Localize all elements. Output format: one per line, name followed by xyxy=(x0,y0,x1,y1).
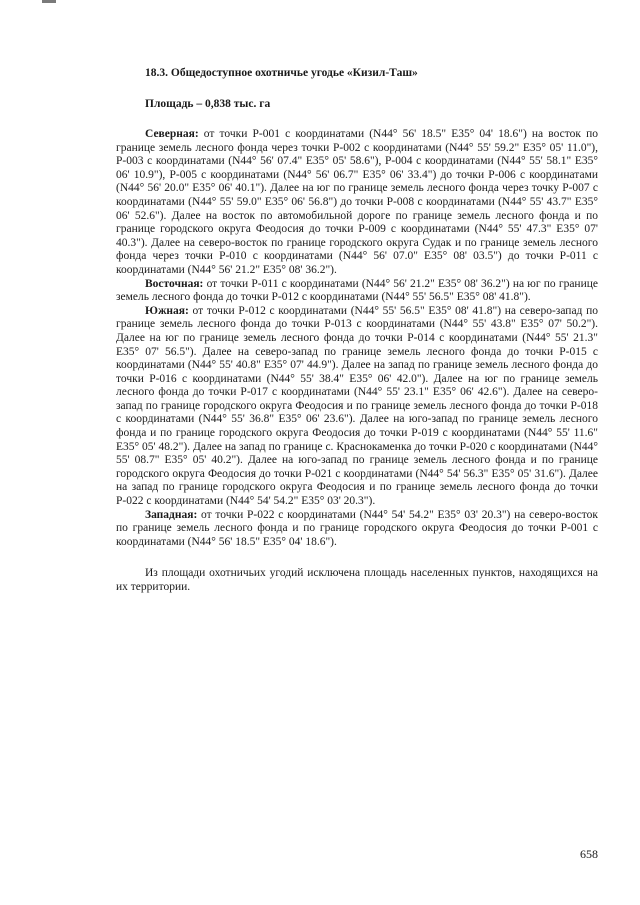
boundary-label: Южная: xyxy=(145,304,189,317)
boundary-text: от точки Р-012 с координатами (N44° 55' 56.5" E35° 08' 41.8") на северо-запад по границе земель лесного фонда до точки Р-013 с координатами (N44° 55' 43.8" E35° 07' 50.2"). Далее на юг по границе земель лесного фонда до точки Р-014 с координатами (N44° 55' 21.3" E35° 07' 56.5"). Далее на северо-запад по границе земель лесного фонда до точки Р-015 с координатами (N44° 55' 40.8" E35° 07' 44.9"). Далее на запад по границе земель лесного фонда до точки Р-016 с координатами (N44° 55' 38.4" E35° 06' 42.0"). Далее на юг по границе земель лесного фонда до точки Р-017 с координатами (N44° 55' 23.1" E35° 06' 42.6"). Далее на северо-запад по границе городского округа Феодосия и по границе земель лесного фонда до точки Р-018 с координатами (N44° 55' 36.8" E35° 06' 23.6"). Далее на юго-запад по границе земель лесного фонда и по границе городского округа Феодосия до точки Р-019 с координатами (N44° 55' 11.6" E35° 05' 48.2"). Далее на запад по границе с. Краснокаменка до точки Р-020 с координатами (N44° 55' 08.7" E35° 05' 40.2"). Далее на юго-запад по границе земель лесного фонда и по границе городского округа Феодосия до точки Р-021 с координатами (N44° 54' 56.3" E35° 05' 31.6"). Далее на запад по границе городского округа Феодосия и по границе земель лесного фонда до точки Р-022 с координатами (N44° 54' 54.2" E35° 03' 20.3"). xyxy=(116,304,598,508)
document-body xyxy=(116,66,598,595)
boundary-label: Северная: xyxy=(145,128,199,140)
boundary-label: Восточная: xyxy=(145,277,204,290)
section-title: 18.3. Общедоступное охотничье угодье «Кизил-Таш» xyxy=(145,67,418,79)
boundary-east xyxy=(116,278,598,305)
boundary-label: Западная: xyxy=(145,508,198,521)
boundary-west xyxy=(116,509,598,550)
boundary-north xyxy=(116,128,598,278)
exclusion-note: Из площади охотничьих угодий исключена площадь населенных пунктов, находящихся на их территории. xyxy=(116,567,598,593)
boundary-text: от точки Р-011 с координатами (N44° 56' 21.2" E35° 08' 36.2") на юг по границе земель лесного фонда до точки Р-012 с координатами (N44° 55' 56.5" E35° 08' 41.8"). xyxy=(116,277,598,304)
boundary-text: от точки Р-001 с координатами (N44° 56' 18.5" E35° 04' 18.6") на восток по границе земель лесного фонда через точки Р-002 с координатами (N44° 55' 59.2" E35° 05' 11.0"), Р-003 с координатами (N44° 56' 07.4" E35° 05' 58.6"), Р-004 с координатами (N44° 55' 58.1" E35° 06' 10.9"), Р-005 с координатами (N44° 56' 06.7" E35° 06' 33.4") до точки Р-006 с координатами (N44° 56' 20.0" E35° 06' 40.1"). Далее на юг по границе земель лесного фонда через точку Р-007 с координатами (N44° 55' 59.0" E35° 06' 56.8") до точки Р-008 с координатами (N44° 55' 43.7" E35° 06' 52.6"). Далее на восток по автомобильной дороге по границе земель лесного фонда и по границе городского округа Феодосия до точки Р-009 с координатами (N44° 55' 47.3" E35° 07' 40.3"). Далее на северо-восток по границе городского округа Судак и по границе земель лесного фонда через точки Р-010 с координатами (N44° 56' 07.0" E35° 08' 03.5") до точки Р-011 с координатами (N44° 56' 21.2" E35° 08' 36.2"). xyxy=(116,128,598,276)
area-heading: Площадь – 0,838 тыс. га xyxy=(145,98,271,110)
boundary-south xyxy=(116,305,598,509)
boundary-text: от точки Р-022 с координатами (N44° 54' 54.2" E35° 03' 20.3") на северо-восток по границе земель лесного фонда и по границе городского округа Феодосия до точки Р-001 с координатами (N44° 56' 18.5" E35° 04' 18.6"). xyxy=(116,508,598,548)
page-number: 658 xyxy=(580,847,598,861)
scan-artifact xyxy=(42,0,56,3)
